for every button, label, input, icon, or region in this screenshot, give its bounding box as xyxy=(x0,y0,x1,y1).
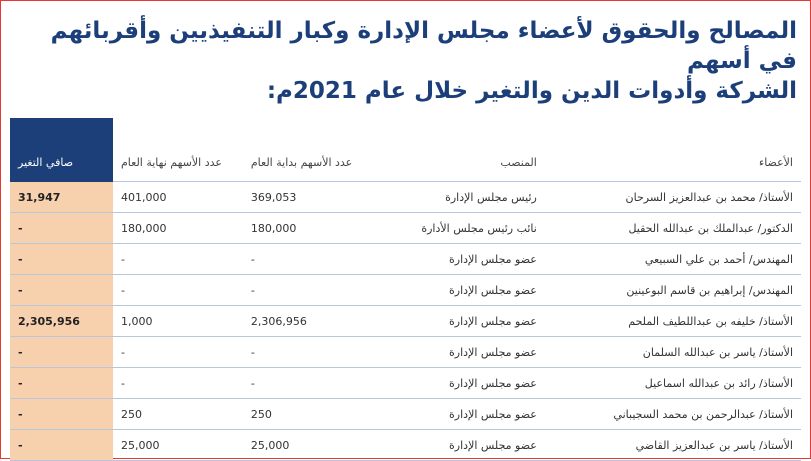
header-position: المنصب xyxy=(370,118,545,182)
start-shares-cell: - xyxy=(243,244,370,275)
page-title xyxy=(37,16,797,106)
net-change-cell: - xyxy=(10,213,113,244)
start-shares-cell: 2,306,956 xyxy=(243,306,370,337)
end-shares-cell: 401,000 xyxy=(113,182,243,213)
position-cell: عضو مجلس الإدارة xyxy=(370,430,545,461)
end-shares-cell: 25,000 xyxy=(113,430,243,461)
end-shares-cell: - xyxy=(113,244,243,275)
member-name-cell: الأستاذ/ ياسر بن عبدالعزيز القاضي xyxy=(545,430,801,461)
net-change-cell: - xyxy=(10,368,113,399)
position-cell: عضو مجلس الإدارة xyxy=(370,244,545,275)
net-change-cell: - xyxy=(10,430,113,461)
member-name-cell: الأستاذ/ عبدالرحمن بن محمد السجيباني xyxy=(545,399,801,430)
title-line-2: الشركة وأدوات الدين والتغير خلال عام 2021م: xyxy=(266,78,797,104)
start-shares-cell: - xyxy=(243,368,370,399)
shares-table xyxy=(10,118,801,461)
header-end-shares: عدد الأسهم نهاية العام xyxy=(113,118,243,182)
table-row xyxy=(10,213,801,244)
header-net-change: صافي التغير xyxy=(10,118,113,182)
table-row xyxy=(10,430,801,461)
net-change-cell: - xyxy=(10,275,113,306)
title-line-1: المصالح والحقوق لأعضاء مجلس الإدارة وكبار التنفيذيين وأقربائهم في أسهم xyxy=(50,18,797,74)
member-name-cell: الأستاذ/ ياسر بن عبدالله السلمان xyxy=(545,337,801,368)
start-shares-cell: - xyxy=(243,275,370,306)
start-shares-cell: 25,000 xyxy=(243,430,370,461)
end-shares-cell: - xyxy=(113,275,243,306)
position-cell: عضو مجلس الإدارة xyxy=(370,306,545,337)
member-name-cell: الأستاذ/ خليفه بن عبداللطيف الملحم xyxy=(545,306,801,337)
position-cell: عضو مجلس الإدارة xyxy=(370,399,545,430)
start-shares-cell: 180,000 xyxy=(243,213,370,244)
net-change-cell: - xyxy=(10,337,113,368)
end-shares-cell: - xyxy=(113,337,243,368)
member-name-cell: الأستاذ/ رائد بن عبدالله اسماعيل xyxy=(545,368,801,399)
end-shares-cell: 1,000 xyxy=(113,306,243,337)
header-members: الأعضاء xyxy=(545,118,801,182)
end-shares-cell: 250 xyxy=(113,399,243,430)
net-change-cell: - xyxy=(10,399,113,430)
start-shares-cell: - xyxy=(243,337,370,368)
net-change-cell: 31,947 xyxy=(10,182,113,213)
member-name-cell: المهندس/ أحمد بن علي السبيعي xyxy=(545,244,801,275)
table-header-row xyxy=(10,118,801,182)
table-row xyxy=(10,368,801,399)
start-shares-cell: 369,053 xyxy=(243,182,370,213)
position-cell: عضو مجلس الإدارة xyxy=(370,275,545,306)
member-name-cell: الأستاذ/ محمد بن عبدالعزيز السرحان xyxy=(545,182,801,213)
end-shares-cell: - xyxy=(113,368,243,399)
table-row xyxy=(10,182,801,213)
member-name-cell: الدكتور/ عبدالملك بن عبدالله الحقيل xyxy=(545,213,801,244)
position-cell: عضو مجلس الإدارة xyxy=(370,337,545,368)
header-start-shares: عدد الأسهم بداية العام xyxy=(243,118,370,182)
member-name-cell: المهندس/ إبراهيم بن قاسم البوعينين xyxy=(545,275,801,306)
net-change-cell: 2,305,956 xyxy=(10,306,113,337)
table-row xyxy=(10,306,801,337)
end-shares-cell: 180,000 xyxy=(113,213,243,244)
table-row xyxy=(10,399,801,430)
position-cell: نائب رئيس مجلس الأدارة xyxy=(370,213,545,244)
net-change-cell: - xyxy=(10,244,113,275)
table-row xyxy=(10,337,801,368)
start-shares-cell: 250 xyxy=(243,399,370,430)
position-cell: عضو مجلس الإدارة xyxy=(370,368,545,399)
table-row xyxy=(10,275,801,306)
table-row xyxy=(10,244,801,275)
position-cell: رئيس مجلس الإدارة xyxy=(370,182,545,213)
